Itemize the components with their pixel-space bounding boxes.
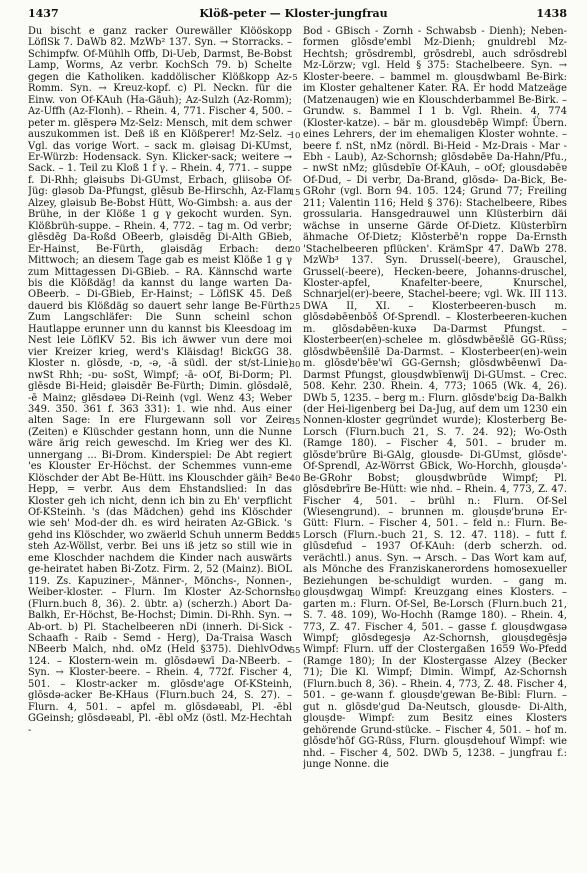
page-header: [0, 4, 587, 22]
left-column: [28, 26, 292, 868]
left-column-text: Du bischt e ganz racker Ourewäller Klööskopp LöflSk 7. DaWb 82. MzWb² 137. Syn. → Storracks. – Schimpfw. Of-Mühlh Offb, Di-Ueb, Darmst, Be-Bobst Lamp, Worms, Az verbr. KochSch 79. b) Schelte gegen die Katholiken. kaddölischer Klößkopp Az-Romm. Syn. → Kreuz-kopf. c) Pl. Neckn. für die Einw. von Of-KAuh (Ha-Gäuh); Az-Sulzh (Az-Romm); Az-Uffh (Az-Flonh). – Rhein. 4, 771. Fischer 4, 500. – peter m. glēsperə Mz-Selz: Mensch, mit dem schwer auszukommen ist. Deß iß en Klößperer! Mz-Selz. – Vgl. das vorige Wort. – sack m. gləisag Di-KUmst, Er-Würzb: Hodensack. Syn. Klicker-sack; weitere → Sack. – 1. Teil zu Kloß 1 f γ. – Rhein. 4, 771. – suppe f. Di-Rhh; gləisubs Di-GUmst, Erbach, gliisobə Of-Jüg: gləsob Da-Pfungst, glēsub Be-Hirschh, Az-Flam Alzey, gləisub Be-Bobst Hütt, Wo-Gimbsh: a. aus der Brühe, in der Klöße 1 g γ gekocht wurden. Syn. Klößbrüh-suppe. – Rhein. 4, 772. – tag m. Od verbr; glēsdēg Da-Roßd OBeerb, gləisdēg Di-Alth GBieb, Er-Hainst, Be-Fürth, gləisdāg Erbach: der Mittwoch; an diesem Tage gab es meist Klöße 1 g γ zum Mittagessen Di-GBieb. – RA. Kännschd warte bis die Klößdäg! da kannst du lange warten Da-OBeerb. – Di-GBieb, Er-Hainst; – LöflSK 45. Deß dauerd bis Klößdäg so dauert sehr lange Be-Fürth. Zum Langschläfer: Die Sunn scheinl schon Hautlappe erunner unn du kannst bis Kleesdoag im Nest leie LöflKV 52. Bis ich äwwer vun dere moi vier Kreizer krieg, werd's Kläisdag! BickGG 38. Kloster n. glōsdɐ, -ɒ, -ə, -ā südl. der st/st-Linie) nwSt Rhh; -ɒu- soSt, Wimpf; -ā- oOf, Bi-Dorm; Pl. glēsdɐ Bi-Heid; gləisdēr Be-Fürth; Dimin. glōsdəlē, -ē Mainz; glēsdəɐə Di-Reinh (vgl. Wenz 43; Weber 349. 350. 361 f. 363 331): 1. wie nhd. Aus einer alten Sage: In ere Flurgewann soll vor Zeire (Zeiten) e Klüschder gestann honn, unn die Nunne wäre ärig reich geweschd. Im Krieg wer des Kl. unnergang ... Bi-Drom. Kinderspiel: De Abt regiert 'es Klouster Er-Höchst. der Schemmes vunn-eme Klöschder der Abt Be-Hütt. ins Klouschder gäih² Be-Hepp, = verbr. Aus dem Ehstandslied: In das Kloster geh ich nicht, denn ich bin zu Eh' verpflicht Of-KSteinh. 's (das Mädchen) gehd ins Klöschder wie seh' Mod-der dh. es wird heiraten Az-GBick. 's gehd ins Klöschder, wo zwäerld Schuh unnerm Bedd steh Az-Wöllst, verbr. Bei uns iß jetz so still wie in eme Kloschder nachdem die Kinder nach auswärts ge-heiratet haben Bi-Zotz. Firm. 2, 52 (Mainz). BiOL 119. Zs. Kapuziner-, Männer-, Mönchs-, Nonnen-, Weiber-kloster. – Flurn. Im Kloster Az-Schornsh (Flurn.buch 8, 36). 2. übtr. a) (scherzh.) Abort Da-Balkh, Er-Höchst, Be-Hochst; Dimin. Di-Rhh. Syn. → Ab-ort. b) Pl. Stachelbeeren nDi (innerh. Di-Sick - Schaafh - Raib - Semd - Herg), Da-Traisa Wasch NBeerb Malch, nhd. oMz (Held §375). DiehlvOdw 124. – Klostern-wein m. glōsdəɐwī Da-NBeerb. – Syn. → Kloster-beere. – Rhein. 4, 772f. Fischer 4, 501. – Klostr-acker m. glōsdɐ'agɐ Of-KSteinh, glōsdə-acker Be-KHaus (Flurn.buch 24, S. 27). – Flurn. 4, 501. – apfel m. glōsdəɐabl, Pl. -ēbl GGeinsh; glōsdəɐabl, Pl. -ēbl oMz (östl. Mz-Hechtah -: [28, 26, 292, 736]
page-number-right: 1438: [536, 7, 567, 20]
running-title: Klöß-peter — Kloster-jungfrau: [199, 7, 388, 20]
line-number: 35: [289, 416, 301, 427]
line-number-gutter: [288, 26, 302, 868]
line-number: 40: [289, 474, 301, 485]
line-number: 30: [289, 359, 301, 370]
line-number: 5: [292, 73, 298, 84]
line-number: 15: [289, 187, 301, 198]
line-number: 50: [289, 588, 301, 599]
line-number: 25: [289, 302, 301, 313]
right-column-text: Bod - GBisch - Zornh - Schwabsb - Dienh); Neben-formen glōsdɐ'embl Mz-Dienh; gnuldrebl Mz-Hechtsh; grōsdrembl, grōsdrebl, auch sdrōsdrebl Mz-Lörzw; vgl. Held § 375: Stachelbeere. Syn. → Kloster-beere. – bammel m. glouṣdwbaml Be-Birk: im Kloster gehaltener Kater. RA. Er hodd Matzeäge (Matzenaugen) wie en Klouschderbammel Be-Birk. – Grundw. s. Bammel I 1 b. Vgl. Rhein. 4, 774 (Kloster-katze). – bär m. glousdɐbēp Wimpf: Übern. eines Lehrers, der im ehemaligen Kloster wohnte. – beere f. nSt, nMz (nördl. Bi-Heid - Mz-Drais - Mar - Ebh - Laub), Az-Schornsh; glōsdəbēɐ Da-Hahn/Pfu., – nwSt nMz; glūsdɐbīɐ Of-KAuh, – oOf; glousdəbēɐ Of-Dud, – Di verbr, Da-Brand, glōsdə- Da-Bick, Be-GRohr (vgl. Born 94. 105. 124; Grund 77; Freiling 211; Valentin 116; Held § 376): Stachelbeere, Ribes grossularia. Hansgedrauwel unn Klüsterbirn däi wächse in unserne Gärde Of-Dietz. Klüsterbīrn ähmache Of-Dietz; Klōsterbē'n roppe Da-Ernsth 'Stachelbeeren pflücken'. KrämSpr 47. DaWb 278. MzWb³ 137. Syn. Drussel(-beere), Grauschel, Grussel(-beere), Hecken-beere, Johanns-druschel, Kloster-apfel, Knafelter-beere, Knurschel, Schnarjel(er)-beere, Stachel-beere; vgl. Wk. III 113. DWA II, XI. – Klosterbeeren-busch m. glōsdəbēɐnbōš Of-Sprendl. – Klosterbeeren-kuchen m. glōsdəbēɐn-kuxə Da-Darmst Pfungst. – Klosterbeer(en)-schelee m. glōsdwbēɐšlē GG-Rüss; glōsdwbēɐnšilē Da-Darmst. – Klosterbeer(en)-wein m. glōsdɐ'bēɐ'wī GG-Gernsh; glōsdwbēɐnwī Da-Darmst Pfungst, glouṣdwbīɐnwīj Di-GUmst. – Crec. 508. Kehr. 230. Rhein. 4, 773; 1065 (Wk. 4, 26). DWb 5, 1235. – berg m.: Flurn. glōsdɐ'bɛig Da-Balkh (der Hei-ligenberg bei Da-Jug, auf dem um 1230 ein Nonnen-kloster gegründet wurde); Klosterberg Be-Lorsch (Flurn.buch 21, S. 7. 24. 92); Wo-Osth (Ramge 180). – Fischer 4, 501. – bruder m. glōsdɐ'brūrɐ Bi-GAlg, glousdɐ- Di-GUmst, glōsdɐ'- Of-Sprendl, Az-Wörrst GBick, Wo-Horchh, glouṣdə'- Be-GRohr Bobst; glouṣdwbrūdɐ Wimpf; Pl. glōsdɐbrīrɐ Be-Hütt: wie nhd. – Rhein. 4, 773, Z. 47. Fischer 4, 501. – brühl n.: Flurn. Of-Sel (Wiesengrund). – brunnen m. glouṣdɐ'brunə Er-Gütt: Flurn. – Fischer 4, 501. – feld n.: Flurn. Be-Lorsch (Flurn.-buch 21, S. 12. 47. 118). – futt f. glūsdɐfud – 1937 Of-KAuh: (derb scherzh. od. verächtl.) anus. Syn. → Arsch. – Das Wort kam auf, als Mönche des Franziskanerordens homosexueller Beziehungen be-schuldigt wurden. – gang m. glouṣdwgaŋ Wimpf: Kreuzgang eines Klosters. – garten m.: Flurn. Of-Sel, Be-Lorsch (Flurn.buch 21, S. 7. 48. 109), Wo-Hochh (Ramge 180). – Rhein. 4, 773, Z. 47. Fischer 4, 501. – gasse f. glouṣdwgasə Wimpf; glōsdɐgesjə Az-Schornsh, glouṣdɐgēsjə Wimpf: Flurn. uff der Clostergaßen 1659 Wo-Pfedd (Ramge 180); In der Klostergasse Alzey (Becker 71); Die Kl. Wimpf; Dimin. Wimpf, Az-Schornsh (Flurn.buch 8, 36). – Rhein. 4, 773, Z. 48. Fischer 4, 501. – ge-wann f. glouṣdɐ'gɐwan Be-Bibl: Flurn. – gut n. glōsdɐ'gud Da-Neutsch, glousdɐ- Di-Alth, glouṣdɐ- Wimpf: zum Besitz eines Klosters gehörende Grund-stücke. – Fischer 4, 501. – hof m. glōsdɐ'hōf GG-Rüss, Flurn. glouṣdɐhouf Wimpf: wie nhd. – Fischer 4, 502. DWb 5, 1238. – jungfrau f.: junge Nonne. die: [303, 26, 567, 770]
page-number-left: 1437: [28, 7, 59, 20]
right-column: [303, 26, 567, 868]
line-number: 10: [289, 130, 301, 141]
line-number: 20: [289, 245, 301, 256]
line-number: 55: [289, 645, 301, 656]
line-number: 45: [289, 531, 301, 542]
